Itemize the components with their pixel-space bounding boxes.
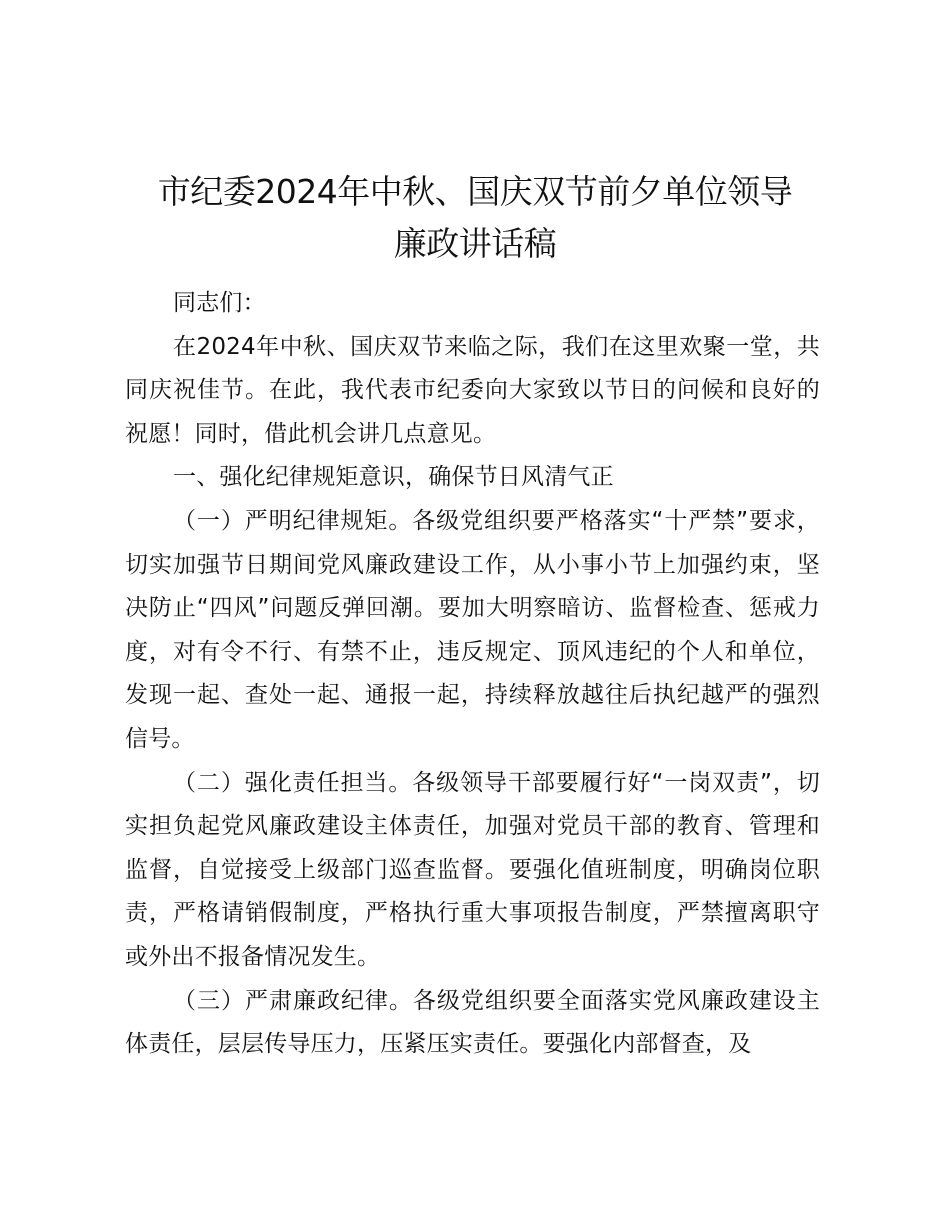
subsection-paragraph-2: （二）强化责任担当。各级领导干部要履行好“一岗双责”，切实担负起党风廉政建设主体责任，加强对党员干部的教育、管理和监督，自觉接受上级部门巡查监督。要强化值班制度，明确岗位职责，严格请销假制度，严格执行重大事项报告制度，严禁擅离职守或外出不报备情况发生。 bbox=[125, 769, 820, 970]
title-line-1: 市纪委2024年中秋、国庆双节前夕单位领导 bbox=[157, 172, 793, 211]
section-heading-1: 一、强化纪律规矩意识，确保节日风清气正 bbox=[173, 464, 614, 491]
subsection-paragraph-3: （三）严肃廉政纪律。各级党组织要全面落实党风廉政建设主体责任，层层传导压力，压紧压实责任。要强化内部督查，及 bbox=[125, 987, 820, 1058]
subsection-paragraph-1: （一）严明纪律规矩。各级党组织要严格落实“十严禁”要求，切实加强节日期间党风廉政建设工作，从小事小节上加强约束，坚决防止“四风”问题反弹回潮。要加大明察暗访、监督检查、惩戒力度，对有令不行、有禁不止，违反规定、顶风违纪的个人和单位，发现一起、查处一起、通报一起，持续释放越往后执纪越严的强烈信号。 bbox=[125, 507, 820, 752]
document-body bbox=[125, 282, 820, 1067]
title-line-2: 廉政讲话稿 bbox=[393, 224, 557, 263]
greeting: 同志们： bbox=[173, 290, 266, 316]
document-title bbox=[125, 166, 825, 270]
intro-paragraph: 在2024年中秋、国庆双节来临之际，我们在这里欢聚一堂，共同庆祝佳节。在此，我代表市纪委向大家致以节日的问候和良好的祝愿！同时，借此机会讲几点意见。 bbox=[125, 333, 820, 447]
